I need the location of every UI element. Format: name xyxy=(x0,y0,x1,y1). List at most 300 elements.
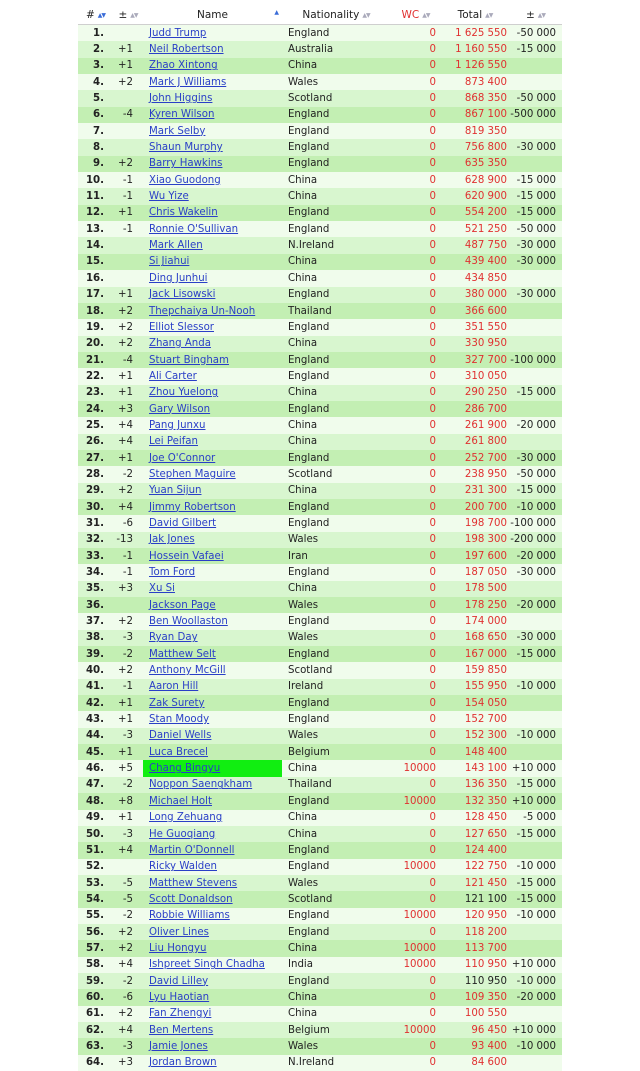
nationality-cell: England xyxy=(282,287,390,303)
nationality-cell: India xyxy=(282,957,390,973)
diff-cell: -15 000 xyxy=(509,646,562,662)
column-header-rank[interactable]: # ▲▼ xyxy=(78,6,113,25)
table-row xyxy=(78,368,562,384)
change-cell: -6 xyxy=(113,515,143,531)
total-cell: 84 600 xyxy=(441,1055,509,1071)
rank-cell: 62. xyxy=(78,1022,113,1038)
diff-cell: -10 000 xyxy=(509,859,562,875)
player-link[interactable]: Michael Holt xyxy=(149,795,212,807)
player-link[interactable]: Gary Wilson xyxy=(149,403,211,415)
player-name-cell xyxy=(143,336,282,352)
total-cell: 124 400 xyxy=(441,842,509,858)
wc-cell: 0 xyxy=(390,548,441,564)
diff-cell: -10 000 xyxy=(509,973,562,989)
diff-cell: -100 000 xyxy=(509,515,562,531)
player-link[interactable]: Long Zehuang xyxy=(149,812,223,824)
player-link[interactable]: Shaun Murphy xyxy=(149,142,223,154)
total-cell: 198 700 xyxy=(441,515,509,531)
table-row xyxy=(78,548,562,564)
diff-cell xyxy=(509,924,562,940)
change-cell: +1 xyxy=(113,368,143,384)
player-link[interactable]: Zhang Anda xyxy=(149,338,211,350)
total-cell: 121 450 xyxy=(441,875,509,891)
diff-cell: -15 000 xyxy=(509,188,562,204)
rank-cell: 56. xyxy=(78,924,113,940)
nationality-cell: Wales xyxy=(282,74,390,90)
nationality-cell: England xyxy=(282,695,390,711)
total-cell: 167 000 xyxy=(441,646,509,662)
wc-cell: 0 xyxy=(390,352,441,368)
change-cell xyxy=(113,139,143,155)
player-link[interactable]: Pang Junxu xyxy=(149,419,206,431)
table-row xyxy=(78,760,562,776)
player-name-cell xyxy=(143,74,282,90)
sort-ascending-icon[interactable]: ▲ xyxy=(274,9,278,16)
player-name-cell xyxy=(143,891,282,907)
column-header-total[interactable]: Total ▲▼ xyxy=(441,6,509,25)
nationality-cell: China xyxy=(282,270,390,286)
nationality-cell: Belgium xyxy=(282,1022,390,1038)
player-link[interactable]: Neil Robertson xyxy=(149,44,224,56)
nationality-cell: Scotland xyxy=(282,662,390,678)
player-link[interactable]: Matthew Selt xyxy=(149,648,216,660)
table-row xyxy=(78,74,562,90)
change-cell: -1 xyxy=(113,564,143,580)
nationality-cell: England xyxy=(282,156,390,172)
change-cell: +1 xyxy=(113,450,143,466)
total-cell: 178 250 xyxy=(441,597,509,613)
player-link[interactable]: He Guoqiang xyxy=(149,828,216,840)
nationality-cell: Thailand xyxy=(282,303,390,319)
sort-indicator-icon[interactable]: ▲▼ xyxy=(362,12,370,19)
diff-cell: -100 000 xyxy=(509,352,562,368)
change-cell: -1 xyxy=(113,221,143,237)
change-cell: +2 xyxy=(113,156,143,172)
player-name-cell xyxy=(143,695,282,711)
diff-cell: -15 000 xyxy=(509,777,562,793)
change-cell: -13 xyxy=(113,532,143,548)
player-name-cell xyxy=(143,172,282,188)
player-link[interactable]: Anthony McGill xyxy=(149,665,226,677)
player-name-cell xyxy=(143,973,282,989)
player-name-cell xyxy=(143,760,282,776)
player-name-cell xyxy=(143,581,282,597)
total-cell: 118 200 xyxy=(441,924,509,940)
column-header-wc[interactable]: WC ▲▼ xyxy=(390,6,441,25)
total-cell: 1 625 550 xyxy=(441,25,509,42)
change-cell: -2 xyxy=(113,973,143,989)
wc-cell: 0 xyxy=(390,434,441,450)
player-name-cell xyxy=(143,90,282,106)
wc-cell: 0 xyxy=(390,989,441,1005)
nationality-cell: England xyxy=(282,613,390,629)
total-cell: 366 600 xyxy=(441,303,509,319)
player-link[interactable]: Jackson Page xyxy=(149,599,216,611)
player-name-cell xyxy=(143,352,282,368)
wc-cell: 0 xyxy=(390,891,441,907)
player-name-cell xyxy=(143,711,282,727)
rank-cell: 55. xyxy=(78,908,113,924)
player-name-cell xyxy=(143,123,282,139)
rank-cell: 9. xyxy=(78,156,113,172)
player-name-cell xyxy=(143,826,282,842)
total-cell: 159 850 xyxy=(441,662,509,678)
column-header-diff[interactable]: ± ▲▼ xyxy=(509,6,562,25)
player-link[interactable]: Aaron Hill xyxy=(149,681,199,693)
player-link[interactable]: Mark Allen xyxy=(149,240,203,252)
player-link[interactable]: Wu Yize xyxy=(149,191,189,203)
diff-cell xyxy=(509,270,562,286)
change-cell xyxy=(113,254,143,270)
nationality-cell: England xyxy=(282,859,390,875)
total-cell: 100 550 xyxy=(441,1006,509,1022)
change-cell: -1 xyxy=(113,548,143,564)
player-link[interactable]: Luca Brecel xyxy=(149,746,208,758)
diff-cell: +10 000 xyxy=(509,760,562,776)
player-link[interactable]: Si Jiahui xyxy=(149,256,190,268)
diff-cell: -15 000 xyxy=(509,205,562,221)
wc-cell: 0 xyxy=(390,466,441,482)
player-link[interactable]: Chang Bingyu xyxy=(149,763,221,775)
diff-cell: -5 000 xyxy=(509,810,562,826)
player-link[interactable]: Jimmy Robertson xyxy=(149,501,236,513)
nationality-cell: China xyxy=(282,483,390,499)
table-row xyxy=(78,597,562,613)
rank-cell: 16. xyxy=(78,270,113,286)
wc-cell: 0 xyxy=(390,711,441,727)
player-name-cell xyxy=(143,532,282,548)
player-link[interactable]: Ricky Walden xyxy=(149,861,217,873)
table-row xyxy=(78,336,562,352)
player-link[interactable]: Zak Surety xyxy=(149,697,205,709)
nationality-cell: China xyxy=(282,826,390,842)
sort-indicator-icon[interactable]: ▲▼ xyxy=(130,12,138,19)
wc-cell: 0 xyxy=(390,123,441,139)
player-link[interactable]: Ryan Day xyxy=(149,632,198,644)
wc-cell: 0 xyxy=(390,924,441,940)
sort-indicator-icon[interactable]: ▲▼ xyxy=(97,12,106,19)
table-row xyxy=(78,728,562,744)
player-link[interactable]: John Higgins xyxy=(149,93,213,105)
table-row xyxy=(78,564,562,580)
player-link[interactable]: David Gilbert xyxy=(149,517,217,529)
wc-cell: 10000 xyxy=(390,859,441,875)
player-link[interactable]: Matthew Stevens xyxy=(149,877,238,889)
player-link[interactable]: Zhao Xintong xyxy=(149,60,218,72)
diff-cell: -30 000 xyxy=(509,287,562,303)
total-cell: 252 700 xyxy=(441,450,509,466)
total-cell: 154 050 xyxy=(441,695,509,711)
player-link[interactable]: Stan Moody xyxy=(149,714,210,726)
player-link[interactable]: Mark Selby xyxy=(149,125,206,137)
player-name-cell xyxy=(143,957,282,973)
change-cell: -2 xyxy=(113,466,143,482)
nationality-cell: Thailand xyxy=(282,777,390,793)
sort-indicator-icon[interactable]: ▲▼ xyxy=(422,12,430,19)
player-link[interactable]: Ding Junhui xyxy=(149,272,208,284)
total-cell: 96 450 xyxy=(441,1022,509,1038)
rank-cell: 26. xyxy=(78,434,113,450)
player-link[interactable]: Zhou Yuelong xyxy=(149,387,219,399)
rank-cell: 57. xyxy=(78,940,113,956)
diff-cell: -30 000 xyxy=(509,139,562,155)
player-name-cell xyxy=(143,466,282,482)
rank-cell: 31. xyxy=(78,515,113,531)
sort-indicator-icon[interactable]: ▲▼ xyxy=(485,12,493,19)
table-row xyxy=(78,58,562,74)
total-cell: 351 550 xyxy=(441,319,509,335)
diff-cell: -50 000 xyxy=(509,90,562,106)
change-cell: +2 xyxy=(113,336,143,352)
player-name-cell xyxy=(143,254,282,270)
player-name-cell xyxy=(143,564,282,580)
player-link[interactable]: Joe O'Connor xyxy=(149,452,216,464)
player-link[interactable]: Thepchaiya Un-Nooh xyxy=(149,305,256,317)
change-cell xyxy=(113,859,143,875)
total-cell: 132 350 xyxy=(441,793,509,809)
rank-cell: 52. xyxy=(78,859,113,875)
change-cell: +2 xyxy=(113,303,143,319)
diff-cell: +10 000 xyxy=(509,793,562,809)
nationality-cell: China xyxy=(282,385,390,401)
rank-cell: 61. xyxy=(78,1006,113,1022)
total-cell: 127 650 xyxy=(441,826,509,842)
player-link[interactable]: Scott Donaldson xyxy=(149,893,233,905)
player-link[interactable]: Ben Woollaston xyxy=(149,616,228,628)
player-link[interactable]: Chris Wakelin xyxy=(149,207,218,219)
player-link[interactable]: Oliver Lines xyxy=(149,926,209,938)
player-link[interactable]: Stephen Maguire xyxy=(149,468,236,480)
rank-cell: 15. xyxy=(78,254,113,270)
player-link[interactable]: Stuart Bingham xyxy=(149,354,229,366)
nationality-cell: England xyxy=(282,123,390,139)
player-name-cell xyxy=(143,401,282,417)
player-link[interactable]: Mark J Williams xyxy=(149,76,227,88)
player-link[interactable]: Xiao Guodong xyxy=(149,174,221,186)
table-row xyxy=(78,679,562,695)
change-cell: -2 xyxy=(113,646,143,662)
change-cell: +4 xyxy=(113,957,143,973)
rank-cell: 3. xyxy=(78,58,113,74)
wc-cell: 0 xyxy=(390,532,441,548)
nationality-cell: England xyxy=(282,205,390,221)
rank-cell: 10. xyxy=(78,172,113,188)
diff-cell: -30 000 xyxy=(509,254,562,270)
table-row xyxy=(78,957,562,973)
player-link[interactable]: Kyren Wilson xyxy=(149,109,215,121)
player-link[interactable]: Jack Lisowski xyxy=(149,289,216,301)
rank-cell: 18. xyxy=(78,303,113,319)
player-link[interactable]: Jak Jones xyxy=(149,534,195,546)
player-name-cell xyxy=(143,319,282,335)
nationality-cell: England xyxy=(282,352,390,368)
wc-cell: 0 xyxy=(390,973,441,989)
wc-cell: 0 xyxy=(390,417,441,433)
rank-cell: 64. xyxy=(78,1055,113,1071)
nationality-cell: Wales xyxy=(282,875,390,891)
player-link[interactable]: Xu Si xyxy=(149,583,175,595)
player-link[interactable]: Fan Zhengyi xyxy=(149,1008,212,1020)
player-link[interactable]: Liu Hongyu xyxy=(149,942,207,954)
rank-cell: 63. xyxy=(78,1038,113,1054)
table-row xyxy=(78,417,562,433)
rank-cell: 6. xyxy=(78,107,113,123)
table-row xyxy=(78,499,562,515)
player-link[interactable]: David Lilley xyxy=(149,975,209,987)
player-name-cell xyxy=(143,483,282,499)
wc-cell: 0 xyxy=(390,777,441,793)
total-cell: 327 700 xyxy=(441,352,509,368)
wc-cell: 0 xyxy=(390,662,441,678)
total-cell: 110 950 xyxy=(441,973,509,989)
table-row xyxy=(78,450,562,466)
total-cell: 174 000 xyxy=(441,613,509,629)
rank-cell: 22. xyxy=(78,368,113,384)
change-cell: -6 xyxy=(113,989,143,1005)
change-cell: +2 xyxy=(113,319,143,335)
rank-cell: 46. xyxy=(78,760,113,776)
diff-cell xyxy=(509,744,562,760)
wc-cell: 0 xyxy=(390,74,441,90)
wc-cell: 0 xyxy=(390,58,441,74)
nationality-cell: China xyxy=(282,254,390,270)
rank-cell: 27. xyxy=(78,450,113,466)
player-link[interactable]: Noppon Saengkham xyxy=(149,779,253,791)
change-cell: +1 xyxy=(113,385,143,401)
player-name-cell xyxy=(143,205,282,221)
wc-cell: 0 xyxy=(390,515,441,531)
wc-cell: 0 xyxy=(390,254,441,270)
player-link[interactable]: Jordan Brown xyxy=(149,1057,217,1069)
change-cell: +4 xyxy=(113,1022,143,1038)
table-row xyxy=(78,973,562,989)
player-name-cell xyxy=(143,842,282,858)
player-name-cell xyxy=(143,450,282,466)
rank-cell: 17. xyxy=(78,287,113,303)
diff-cell xyxy=(509,303,562,319)
player-link[interactable]: Ronnie O'Sullivan xyxy=(149,223,239,235)
rank-cell: 42. xyxy=(78,695,113,711)
diff-cell xyxy=(509,401,562,417)
player-link[interactable]: Ishpreet Singh Chadha xyxy=(149,959,265,971)
player-link[interactable]: Yuan Sijun xyxy=(149,485,202,497)
player-link[interactable]: Hossein Vafaei xyxy=(149,550,224,562)
player-link[interactable]: Judd Trump xyxy=(149,27,207,39)
nationality-cell: England xyxy=(282,450,390,466)
wc-cell: 0 xyxy=(390,581,441,597)
wc-cell: 0 xyxy=(390,597,441,613)
rank-cell: 45. xyxy=(78,744,113,760)
column-header-name[interactable]: Name ▲ xyxy=(143,6,282,25)
sort-indicator-icon[interactable]: ▲▼ xyxy=(537,12,546,19)
player-link[interactable]: Ali Carter xyxy=(149,370,197,382)
total-cell: 261 800 xyxy=(441,434,509,450)
total-cell: 380 000 xyxy=(441,287,509,303)
table-row xyxy=(78,662,562,678)
diff-cell: -15 000 xyxy=(509,891,562,907)
table-row xyxy=(78,188,562,204)
diff-cell: +10 000 xyxy=(509,1022,562,1038)
nationality-cell: Scotland xyxy=(282,466,390,482)
player-link[interactable]: Tom Ford xyxy=(149,567,196,579)
player-name-cell xyxy=(143,630,282,646)
rank-cell: 7. xyxy=(78,123,113,139)
player-link[interactable]: Daniel Wells xyxy=(149,730,212,742)
wc-cell: 10000 xyxy=(390,940,441,956)
wc-cell: 0 xyxy=(390,107,441,123)
column-header-nationality[interactable]: Nationality ▲▼ xyxy=(282,6,390,25)
rank-cell: 2. xyxy=(78,41,113,57)
nationality-cell: England xyxy=(282,793,390,809)
diff-cell xyxy=(509,1055,562,1071)
total-cell: 200 700 xyxy=(441,499,509,515)
diff-cell xyxy=(509,156,562,172)
rank-cell: 53. xyxy=(78,875,113,891)
table-row xyxy=(78,613,562,629)
player-link[interactable]: Lei Peifan xyxy=(149,436,198,448)
wc-cell: 0 xyxy=(390,842,441,858)
total-cell: 121 100 xyxy=(441,891,509,907)
player-link[interactable]: Ben Mertens xyxy=(149,1024,214,1036)
wc-cell: 0 xyxy=(390,237,441,253)
player-name-cell xyxy=(143,728,282,744)
nationality-cell: China xyxy=(282,188,390,204)
player-link[interactable]: Jamie Jones xyxy=(149,1040,208,1052)
player-link[interactable]: Elliot Slessor xyxy=(149,321,214,333)
table-row xyxy=(78,123,562,139)
table-row xyxy=(78,352,562,368)
rank-cell: 5. xyxy=(78,90,113,106)
table-row xyxy=(78,630,562,646)
diff-cell: -15 000 xyxy=(509,385,562,401)
wc-cell: 0 xyxy=(390,287,441,303)
diff-cell xyxy=(509,581,562,597)
player-link[interactable]: Barry Hawkins xyxy=(149,158,223,170)
wc-cell: 0 xyxy=(390,728,441,744)
table-row xyxy=(78,1022,562,1038)
player-name-cell xyxy=(143,221,282,237)
total-cell: 152 300 xyxy=(441,728,509,744)
diff-cell xyxy=(509,336,562,352)
nationality-cell: China xyxy=(282,581,390,597)
nationality-cell: England xyxy=(282,401,390,417)
player-name-cell xyxy=(143,41,282,57)
player-link[interactable]: Martin O'Donnell xyxy=(149,844,235,856)
table-row xyxy=(78,842,562,858)
wc-cell: 0 xyxy=(390,319,441,335)
total-cell: 620 900 xyxy=(441,188,509,204)
rank-cell: 13. xyxy=(78,221,113,237)
total-cell: 521 250 xyxy=(441,221,509,237)
nationality-cell: China xyxy=(282,58,390,74)
diff-cell xyxy=(509,711,562,727)
total-cell: 120 950 xyxy=(441,908,509,924)
nationality-cell: Scotland xyxy=(282,90,390,106)
rank-cell: 8. xyxy=(78,139,113,155)
table-row xyxy=(78,319,562,335)
column-header-change[interactable]: ± ▲▼ xyxy=(113,6,143,25)
table-row xyxy=(78,401,562,417)
total-cell: 756 800 xyxy=(441,139,509,155)
rank-cell: 20. xyxy=(78,336,113,352)
nationality-cell: Australia xyxy=(282,41,390,57)
player-link[interactable]: Robbie Williams xyxy=(149,910,230,922)
total-cell: 113 700 xyxy=(441,940,509,956)
total-cell: 330 950 xyxy=(441,336,509,352)
wc-cell: 0 xyxy=(390,1006,441,1022)
diff-cell: -50 000 xyxy=(509,25,562,42)
player-link[interactable]: Lyu Haotian xyxy=(149,991,210,1003)
